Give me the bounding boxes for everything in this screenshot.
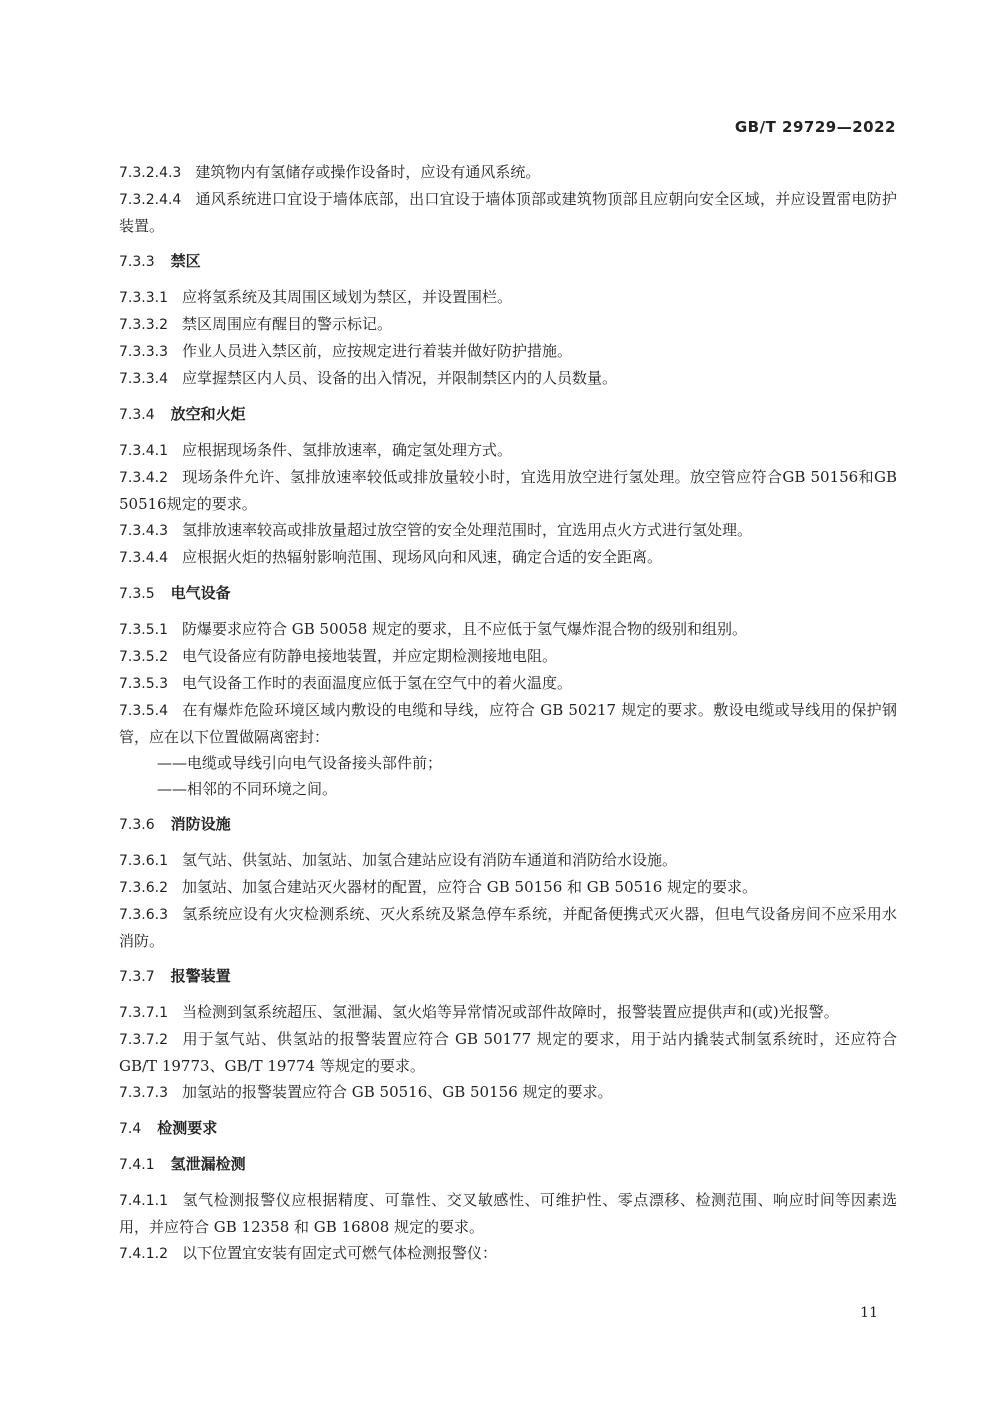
clause-number: 7.3.4.1 [119,443,168,459]
clause-paragraph [119,999,897,1026]
section-title: 电气设备 [170,584,231,602]
clause-text: 现场条件允许、氢排放速率较低或排放量较小时，宜选用放空进行氢处理。放空管应符合GB 50156和GB 50516规定的要求。 [119,468,897,513]
clause-number: 7.3.5.3 [119,676,168,692]
section-heading [119,811,897,838]
clause-number: 7.3.7.2 [119,1032,168,1048]
clause-paragraph [119,1240,897,1267]
clause-paragraph [119,365,897,392]
clause-paragraph [119,616,897,643]
clause-number: 7.3.3.3 [119,344,168,360]
clause-paragraph [119,544,897,571]
clause-text: 禁区周围应有醒目的警示标记。 [181,315,392,333]
clause-text: 应掌握禁区内人员、设备的出入情况，并限制禁区内的人员数量。 [181,369,617,387]
clause-text: 电气设备工作时的表面温度应低于氢在空气中的着火温度。 [181,674,572,692]
clause-paragraph [119,1079,897,1106]
clause-number: 7.3.2.4.4 [119,192,182,208]
clause-text: 当检测到氢系统超压、氢泄漏、氢火焰等异常情况或部件故障时，报警装置应提供声和(或)光报警。 [181,1003,839,1021]
clause-number: 7.3.3.1 [119,290,168,306]
section-heading [119,1115,897,1142]
clause-text: 加氢站、加氢合建站灭火器材的配置，应符合 GB 50156 和 GB 50516 规定的要求。 [181,878,758,896]
clause-paragraph [119,1187,897,1240]
section-heading [119,1151,897,1178]
section-heading [119,248,897,275]
list-item: ——电缆或导线引向电气设备接头部件前； [157,754,443,772]
clause-number: 7.4.1.1 [119,1193,168,1209]
section-title: 消防设施 [170,815,231,833]
clause-text: 电气设备应有防静电接地装置，并应定期检测接地电阻。 [181,647,557,665]
clause-number: 7.3.3.2 [119,317,168,333]
clause-paragraph [119,1026,897,1079]
section-number: 7.3.3 [119,254,155,270]
clause-paragraph [119,670,897,697]
clause-text: 应将氢系统及其周围区域划为禁区，并设置围栏。 [181,288,512,306]
clause-paragraph [119,311,897,338]
section-title: 禁区 [170,252,201,270]
page-number: 11 [860,1305,878,1321]
clause-text: 应根据现场条件、氢排放速率，确定氢处理方式。 [181,441,512,459]
section-heading [119,963,897,990]
section-number: 7.3.5 [119,586,155,602]
clause-number: 7.3.7.3 [119,1085,168,1101]
clause-paragraph [119,464,897,517]
clause-paragraph [119,284,897,311]
clause-text: 以下位置宜安装有固定式可燃气体检测报警仪： [181,1244,497,1262]
section-number: 7.3.6 [119,817,155,833]
clause-number: 7.3.6.3 [119,907,168,923]
clause-paragraph [119,643,897,670]
clause-number: 7.3.5.2 [119,649,168,665]
clause-text: 用于氢气站、供氢站的报警装置应符合 GB 50177 规定的要求，用于站内撬装式制氢系统时，还应符合 GB/T 19773、GB/T 19774 等规定的要求。 [119,1030,897,1075]
clause-paragraph [119,159,897,186]
clause-text: 氢气检测报警仪应根据精度、可靠性、交叉敏感性、可维护性、零点漂移、检测范围、响应时间等因素选用，并应符合 GB 12358 和 GB 16808 规定的要求。 [119,1191,897,1236]
clause-number: 7.3.4.3 [119,523,168,539]
clause-number: 7.3.4.4 [119,550,168,566]
clause-text: 作业人员进入禁区前，应按规定进行着装并做好防护措施。 [181,342,572,360]
clause-paragraph [119,874,897,901]
clause-number: 7.3.5.4 [119,703,168,719]
clause-text: 防爆要求应符合 GB 50058 规定的要求，且不应低于氢气爆炸混合物的级别和组别。 [181,620,748,638]
clause-number: 7.3.2.4.3 [119,165,182,181]
list-item: ——相邻的不同环境之间。 [157,780,338,798]
clause-text: 氢排放速率较高或排放量超过放空管的安全处理范围时，宜选用点火方式进行氢处理。 [181,521,752,539]
clause-number: 7.3.4.2 [119,470,168,486]
section-heading [119,580,897,607]
clause-text: 加氢站的报警装置应符合 GB 50516、GB 50156 规定的要求。 [181,1083,613,1101]
section-number: 7.4.1 [119,1157,155,1173]
clause-paragraph [119,517,897,544]
clause-paragraph [119,847,897,874]
clause-text: 在有爆炸危险环境区域内敷设的电缆和导线，应符合 GB 50217 规定的要求。敷设电缆或导线用的保护钢管，应在以下位置做隔离密封： [119,701,897,746]
section-title: 氢泄漏检测 [170,1155,246,1173]
clause-number: 7.4.1.2 [119,1246,168,1262]
clause-paragraph [119,697,897,750]
section-heading [119,401,897,428]
clause-paragraph [119,901,897,954]
clause-paragraph [119,338,897,365]
clause-text: 氢系统应设有火灾检测系统、灭火系统及紧急停车系统，并配备便携式灭火器，但电气设备房间不应采用水消防。 [119,905,897,950]
section-title: 放空和火炬 [170,405,246,423]
section-title: 报警装置 [170,967,231,985]
section-number: 7.4 [119,1121,142,1137]
section-number: 7.3.7 [119,969,155,985]
clause-number: 7.3.3.4 [119,371,168,387]
clause-number: 7.3.6.2 [119,880,168,896]
document-body [119,159,897,1267]
section-title: 检测要求 [157,1119,218,1137]
section-number: 7.3.4 [119,407,155,423]
clause-number: 7.3.6.1 [119,853,168,869]
document-standard-number: GB/T 29729—2022 [734,118,896,136]
clause-text: 氢气站、供氢站、加氢站、加氢合建站应设有消防车通道和消防给水设施。 [181,851,677,869]
clause-text: 通风系统进口宜设于墙体底部，出口宜设于墙体顶部或建筑物顶部且应朝向安全区域，并应设置雷电防护装置。 [119,190,897,235]
clause-number: 7.3.7.1 [119,1005,168,1021]
clause-text: 应根据火炬的热辐射影响范围、现场风向和风速，确定合适的安全距离。 [181,548,662,566]
clause-paragraph [119,186,897,239]
clause-text: 建筑物内有氢储存或操作设备时，应设有通风系统。 [195,163,541,181]
clause-number: 7.3.5.1 [119,622,168,638]
clause-paragraph [119,437,897,464]
